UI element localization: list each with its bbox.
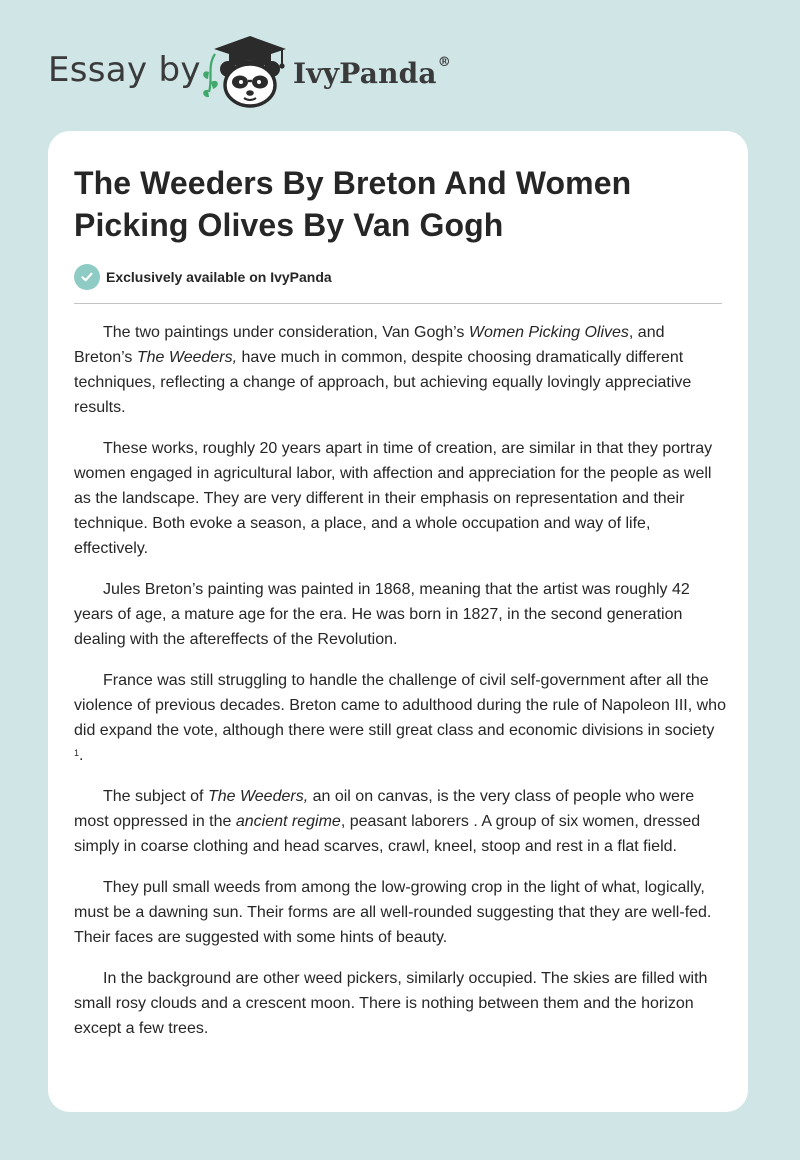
painting-title: Women Picking Olives <box>468 324 629 341</box>
painting-title: The Weeders, <box>207 788 309 805</box>
text-run: . <box>79 747 84 764</box>
page-title: The Weeders By Breton And Women Picking Olives By Van Gogh <box>74 165 632 243</box>
paragraph-7: In the background are other weed pickers, similarly occupied. The skies are filled with small rosy clouds and a crescent moon. There is nothing between them and the horizon except a few trees. <box>74 970 708 1037</box>
paragraph-5 <box>74 784 726 859</box>
site-header <box>0 0 800 130</box>
text-run: , and Breton’s <box>74 324 665 366</box>
article-card <box>48 131 748 1112</box>
essay-by-label: Essay by <box>48 50 201 90</box>
text-run: , peasant laborers . A group of six women, dressed simply in coarse clothing and head scarves, crawl, kneel, stoop and rest in a flat field. <box>74 813 701 855</box>
text-run: have much in common, despite choosing dramatically different techniques, reflecting a change of approach, but achieving equally lovingly appreciative results. <box>74 349 692 416</box>
paragraph-2: These works, roughly 20 years apart in time of creation, are similar in that they portray women engaged in agricultural labor, with affection and appreciation for the people as well as the landscape. They are very different in their emphasis on representation and their technique. Both evoke a season, a place, and a whole occupation and way of life, effectively. <box>74 440 713 557</box>
emphasized-term: ancient regime <box>235 813 341 830</box>
text-run: France was still struggling to handle the challenge of civil self-government after all the violence of previous decades. Breton came to adulthood during the rule of Napoleon III, who did expand the vote, although there were still great class and economic divisions in society <box>74 672 726 739</box>
divider <box>74 303 722 304</box>
exclusive-badge-label: Exclusively available on IvyPanda <box>106 269 332 285</box>
paragraph-3: Jules Breton’s painting was painted in 1868, meaning that the artist was roughly 42 years of age, a mature age for the era. He was born in 1827, in the second generation dealing with the aftereffects of the Revolution. <box>74 581 690 648</box>
ivypanda-logo-icon[interactable] <box>198 34 294 110</box>
paragraph-1 <box>74 320 726 420</box>
paragraph-6: They pull small weeds from among the low-growing crop in the light of what, logically, must be a dawning sun. Their forms are all well-rounded suggesting that they are well-fed. Their faces are suggested with some hints of beauty. <box>74 879 712 946</box>
article-body <box>74 320 726 1057</box>
registered-mark: ® <box>437 55 451 70</box>
text-run: The subject of <box>103 788 208 805</box>
text-run: The two paintings under consideration, Van Gogh’s <box>103 324 469 341</box>
exclusive-badge <box>74 264 332 290</box>
text-run: an oil on canvas, is the very class of people who were most oppressed in the <box>74 788 695 830</box>
ivypanda-logo-text[interactable] <box>293 57 451 90</box>
brand-name: IvyPanda <box>293 57 437 90</box>
painting-title: The Weeders, <box>136 349 238 366</box>
paragraph-4 <box>74 668 726 768</box>
footnote-ref[interactable]: 1 <box>74 748 80 758</box>
checkmark-circle-icon <box>74 264 100 290</box>
